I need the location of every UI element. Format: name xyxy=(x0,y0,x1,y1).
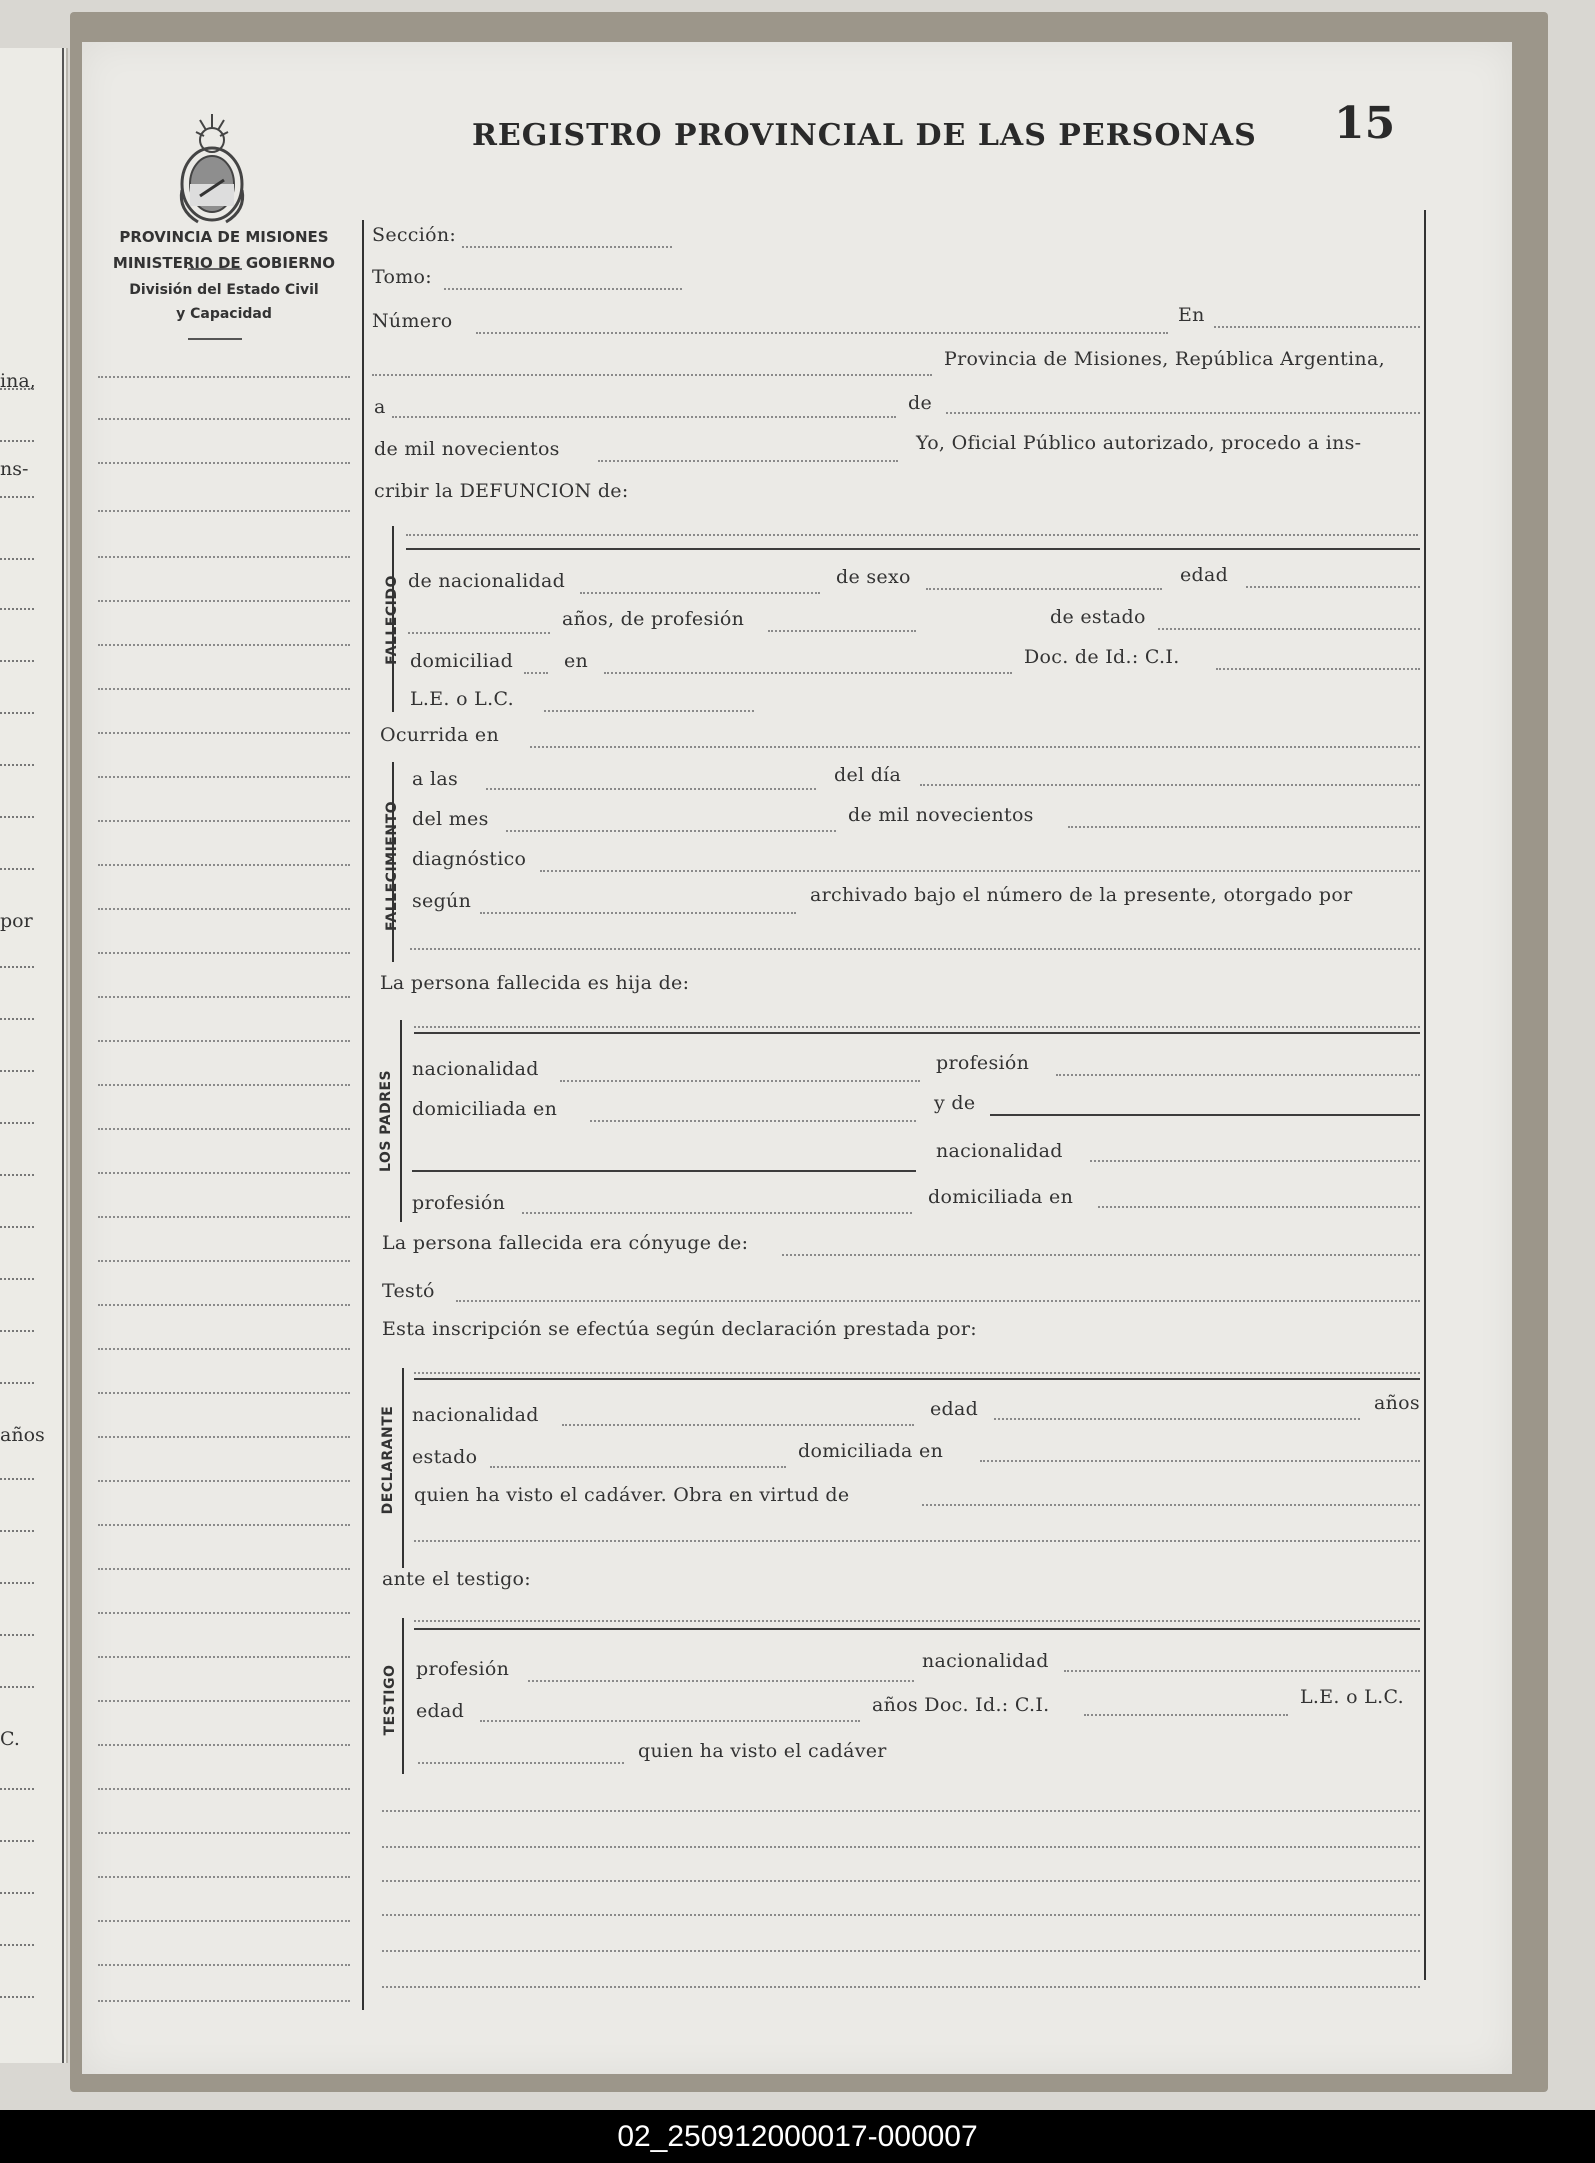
left-page-fragment xyxy=(0,48,68,2063)
dia-field[interactable] xyxy=(920,784,1420,786)
oficial-text: Yo, Oficial Público autorizado, procedo a ins- xyxy=(916,432,1362,454)
declarante-anos-label: años xyxy=(1374,1392,1420,1414)
declarante-estado-label: estado xyxy=(412,1446,478,1468)
segun-field[interactable] xyxy=(480,912,796,914)
ci-field[interactable] xyxy=(1216,668,1420,670)
del-dia-label: del día xyxy=(834,764,902,786)
numero-field[interactable] xyxy=(476,332,1168,334)
madre-profesion-field[interactable] xyxy=(522,1212,912,1214)
inscribir-text: cribir la DEFUNCION de: xyxy=(374,480,629,502)
notes-line[interactable] xyxy=(382,1880,1420,1882)
month-field[interactable] xyxy=(946,412,1420,414)
notes-line[interactable] xyxy=(382,1810,1420,1812)
testo-field[interactable] xyxy=(456,1300,1420,1302)
image-id-text: 02_250912000017-000007 xyxy=(617,2119,978,2153)
madre-nacionalidad-field[interactable] xyxy=(1090,1160,1420,1162)
declarante-estado-field[interactable] xyxy=(490,1466,786,1468)
padres-rule xyxy=(414,1032,1420,1034)
testigo-profesion-label: profesión xyxy=(416,1658,510,1680)
hija-de-text: La persona fallecida es hija de: xyxy=(380,972,690,994)
ante-testigo-text: ante el testigo: xyxy=(382,1568,531,1590)
testigo-name-field[interactable] xyxy=(414,1620,1420,1622)
fallecido-rule xyxy=(406,548,1420,550)
declarante-extra-field[interactable] xyxy=(414,1540,1420,1542)
archivado-text: archivado bajo el número de la presente, otorgado por xyxy=(810,884,1353,906)
page-title: REGISTRO PROVINCIAL DE LAS PERSONAS xyxy=(472,118,1257,153)
tomo-field[interactable] xyxy=(444,288,682,290)
left-fragment-text: ina, xyxy=(0,370,36,392)
padre-profesion-label: profesión xyxy=(936,1052,1030,1074)
conyuge-field[interactable] xyxy=(782,1254,1420,1256)
en-label: En xyxy=(1178,304,1205,326)
day-field[interactable] xyxy=(392,416,896,418)
left-fragment-text: por xyxy=(0,910,33,932)
declarante-rule xyxy=(414,1378,1420,1380)
madre-nacionalidad-label: nacionalidad xyxy=(936,1140,1063,1162)
madre-profesion-label: profesión xyxy=(412,1192,506,1214)
declarante-section-label: DECLARANTE xyxy=(380,1405,396,1515)
testigo-quien-text: quien ha visto el cadáver xyxy=(638,1740,887,1762)
padre-profesion-field[interactable] xyxy=(1056,1074,1420,1076)
en-field[interactable] xyxy=(1214,326,1420,328)
left-page-rule xyxy=(62,48,64,2063)
institution-underline xyxy=(188,338,242,340)
diagnostico-field[interactable] xyxy=(540,870,1420,872)
declarante-quien-text: quien ha visto el cadáver. Obra en virtud de xyxy=(414,1484,850,1506)
padre-name-field[interactable] xyxy=(414,1026,1420,1028)
padre-nacionalidad-label: nacionalidad xyxy=(412,1058,539,1080)
otorgado-field[interactable] xyxy=(410,948,1420,950)
testigo-nacionalidad-label: nacionalidad xyxy=(922,1650,1049,1672)
notes-line[interactable] xyxy=(382,1914,1420,1916)
padre-domicilio-label: domiciliada en xyxy=(412,1098,558,1120)
estado-label: de estado xyxy=(1050,606,1146,628)
anio-field[interactable] xyxy=(1068,826,1420,828)
notes-line[interactable] xyxy=(382,1950,1420,1952)
padre-domicilio-field[interactable] xyxy=(590,1120,916,1122)
place-field[interactable] xyxy=(372,374,932,376)
numero-label: Número xyxy=(372,310,453,332)
testigo-profesion-field[interactable] xyxy=(528,1680,914,1682)
fallecido-section-label: FALLECIDO xyxy=(384,575,400,665)
le-lc-field[interactable] xyxy=(544,710,754,712)
a-las-label: a las xyxy=(412,768,459,790)
testigo-doc-label: años Doc. Id.: C.I. xyxy=(872,1694,1050,1716)
institution-line4: y Capacidad xyxy=(176,306,272,322)
declarante-domicilio-label: domiciliada en xyxy=(798,1440,944,1462)
form-page xyxy=(82,42,1512,2074)
ocurrida-field[interactable] xyxy=(530,746,1420,748)
image-id-bar xyxy=(0,2110,1595,2163)
testo-label: Testó xyxy=(382,1280,435,1302)
padres-section-label: LOS PADRES xyxy=(378,1069,394,1172)
de-label: de xyxy=(908,392,933,414)
declarante-nacionalidad-field[interactable] xyxy=(562,1424,914,1426)
edad-label: edad xyxy=(1180,564,1229,586)
domiciliad-label: domiciliad xyxy=(410,650,514,672)
domicilio-field[interactable] xyxy=(604,672,1012,674)
year-field[interactable] xyxy=(598,460,898,462)
testigo-le-lc-field[interactable] xyxy=(418,1762,624,1764)
testigo-edad-label: edad xyxy=(416,1700,465,1722)
notes-line[interactable] xyxy=(382,1846,1420,1848)
declarante-bracket xyxy=(402,1368,404,1568)
testigo-le-lc-label: L.E. o L.C. xyxy=(1300,1686,1404,1708)
ocurrida-label: Ocurrida en xyxy=(380,724,500,746)
seccion-field[interactable] xyxy=(462,246,672,248)
mil-novecientos-fallecimiento-label: de mil novecientos xyxy=(848,804,1034,826)
diagnostico-label: diagnóstico xyxy=(412,848,527,870)
domiciliad-suffix-field[interactable] xyxy=(524,672,548,674)
testigo-rule xyxy=(414,1628,1420,1630)
inscripcion-text: Esta inscripción se efectúa según declaración prestada por: xyxy=(382,1318,978,1340)
madre-domicilio-label: domiciliada en xyxy=(928,1186,1074,1208)
declarante-name-field[interactable] xyxy=(414,1372,1420,1374)
anos-field[interactable] xyxy=(408,632,550,634)
testigo-section-label: TESTIGO xyxy=(382,1664,398,1736)
declarante-edad-field[interactable] xyxy=(994,1418,1360,1420)
y-de-label: y de xyxy=(934,1092,976,1114)
sexo-label: de sexo xyxy=(836,566,911,588)
page-number: 15 xyxy=(1334,98,1396,149)
padre-nacionalidad-field[interactable] xyxy=(560,1080,920,1082)
sexo-field[interactable] xyxy=(926,588,1162,590)
left-fragment-text: años xyxy=(0,1424,45,1446)
madre-name-field[interactable] xyxy=(990,1114,1420,1116)
testigo-ci-field[interactable] xyxy=(1084,1714,1288,1716)
nacionalidad-field[interactable] xyxy=(580,592,820,594)
institution-line1: PROVINCIA DE MISIONES xyxy=(119,228,329,246)
nacionalidad-label: de nacionalidad xyxy=(408,570,566,592)
left-fragment-text: C. xyxy=(0,1728,20,1750)
hora-field[interactable] xyxy=(486,788,816,790)
madre-domicilio-field[interactable] xyxy=(1098,1206,1420,1208)
conyuge-text: La persona fallecida era cónyuge de: xyxy=(382,1232,749,1254)
del-mes-label: del mes xyxy=(412,808,489,830)
institution-line2: MINISTERIO DE GOBIERNO xyxy=(112,254,336,272)
le-lc-label: L.E. o L.C. xyxy=(410,688,514,710)
declarante-domicilio-field[interactable] xyxy=(980,1460,1420,1462)
seccion-label: Sección: xyxy=(372,224,457,246)
a-label: a xyxy=(374,396,386,418)
edad-field[interactable] xyxy=(1246,586,1420,588)
coat-of-arms-icon xyxy=(176,110,248,228)
declarante-virtud-field[interactable] xyxy=(922,1504,1420,1506)
mil-novecientos-label: de mil novecientos xyxy=(374,438,560,460)
doc-id-label: Doc. de Id.: C.I. xyxy=(1024,646,1180,668)
provincia-text: Provincia de Misiones, República Argentina, xyxy=(944,348,1385,370)
notes-line[interactable] xyxy=(382,1986,1420,1988)
padres-bracket xyxy=(400,1020,402,1222)
estado-field[interactable] xyxy=(1158,628,1420,630)
mes-field[interactable] xyxy=(506,830,836,832)
institution-line3: División del Estado Civil xyxy=(129,282,319,298)
profesion-field[interactable] xyxy=(768,630,916,632)
fallecido-name-field[interactable] xyxy=(406,534,1418,536)
declarante-nacionalidad-label: nacionalidad xyxy=(412,1404,539,1426)
left-fragment-text: ns- xyxy=(0,458,29,480)
margin-rule xyxy=(362,220,364,2010)
testigo-nacionalidad-field[interactable] xyxy=(1064,1670,1420,1672)
fallecimiento-section-label: FALLECIMIENTO xyxy=(384,800,400,932)
testigo-bracket xyxy=(402,1618,404,1774)
right-rule xyxy=(1424,210,1426,1980)
tomo-label: Tomo: xyxy=(372,266,432,288)
profesion-label: años, de profesión xyxy=(562,608,745,630)
declarante-edad-label: edad xyxy=(930,1398,979,1420)
testigo-edad-field[interactable] xyxy=(480,1720,860,1722)
en-domicilio-label: en xyxy=(564,650,589,672)
segun-label: según xyxy=(412,890,472,912)
padre-extra-field[interactable] xyxy=(412,1170,916,1172)
